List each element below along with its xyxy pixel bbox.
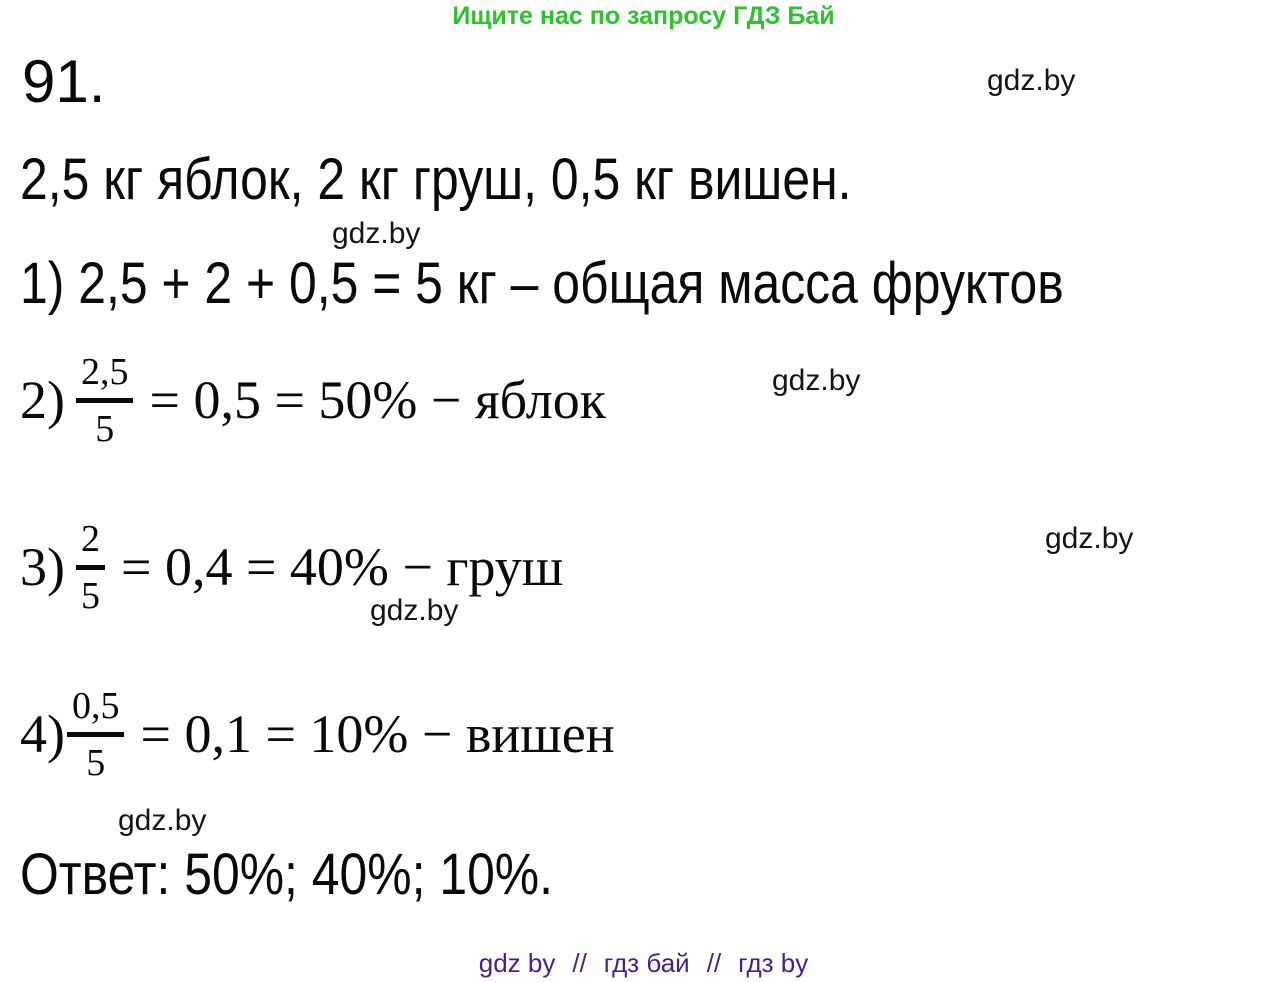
- equation-text: = 0,4 = 40% − груш: [120, 537, 564, 597]
- answer-line: Ответ: 50%; 40%; 10%.: [20, 842, 554, 907]
- solution-step-4: [20, 684, 615, 784]
- fraction: [76, 517, 105, 617]
- footer-separator: //: [706, 948, 722, 978]
- step-label: 3): [20, 537, 65, 597]
- fraction-denominator: 5: [86, 741, 106, 784]
- fraction-numerator: 2,5: [76, 353, 134, 403]
- gdz-watermark: gdz.by: [118, 804, 207, 837]
- step-text: 2,5 + 2 + 0,5 = 5 кг – общая масса фруктов: [78, 251, 1064, 316]
- fraction: [67, 684, 125, 784]
- gdz-watermark: gdz.by: [332, 217, 421, 250]
- footer-brand-latin: gdz by: [478, 948, 556, 978]
- footer-brand-mixed: гдз by: [738, 948, 809, 978]
- problem-number: 91.: [22, 48, 106, 115]
- equation-text: = 0,1 = 10% − вишен: [140, 704, 615, 764]
- gdz-watermark: gdz.by: [772, 364, 861, 397]
- promo-banner: Ищите нас по запросу ГДЗ Бай: [452, 2, 835, 30]
- fraction: [76, 350, 134, 450]
- footer-branding: [0, 948, 1287, 979]
- footer-brand-cyrillic: гдз бай: [603, 948, 690, 978]
- gdz-watermark: gdz.by: [987, 64, 1076, 97]
- step-label: 1): [20, 251, 65, 316]
- step-label: 2): [20, 370, 65, 430]
- fraction-numerator: 0,5: [67, 687, 125, 737]
- footer-separator: //: [572, 948, 587, 978]
- given-data-line: 2,5 кг яблок, 2 кг груш, 0,5 кг вишен.: [20, 147, 852, 212]
- fraction-numerator: 2: [76, 520, 105, 570]
- solution-step-2: [20, 350, 606, 450]
- fraction-denominator: 5: [80, 574, 100, 617]
- step-label: 4): [20, 704, 65, 764]
- solution-step-1: [20, 251, 1064, 316]
- gdz-watermark: gdz.by: [370, 594, 459, 627]
- fraction-denominator: 5: [95, 407, 115, 450]
- solution-step-3: [20, 517, 563, 617]
- gdz-watermark: gdz.by: [1045, 522, 1134, 555]
- equation-text: = 0,5 = 50% − яблок: [149, 370, 606, 430]
